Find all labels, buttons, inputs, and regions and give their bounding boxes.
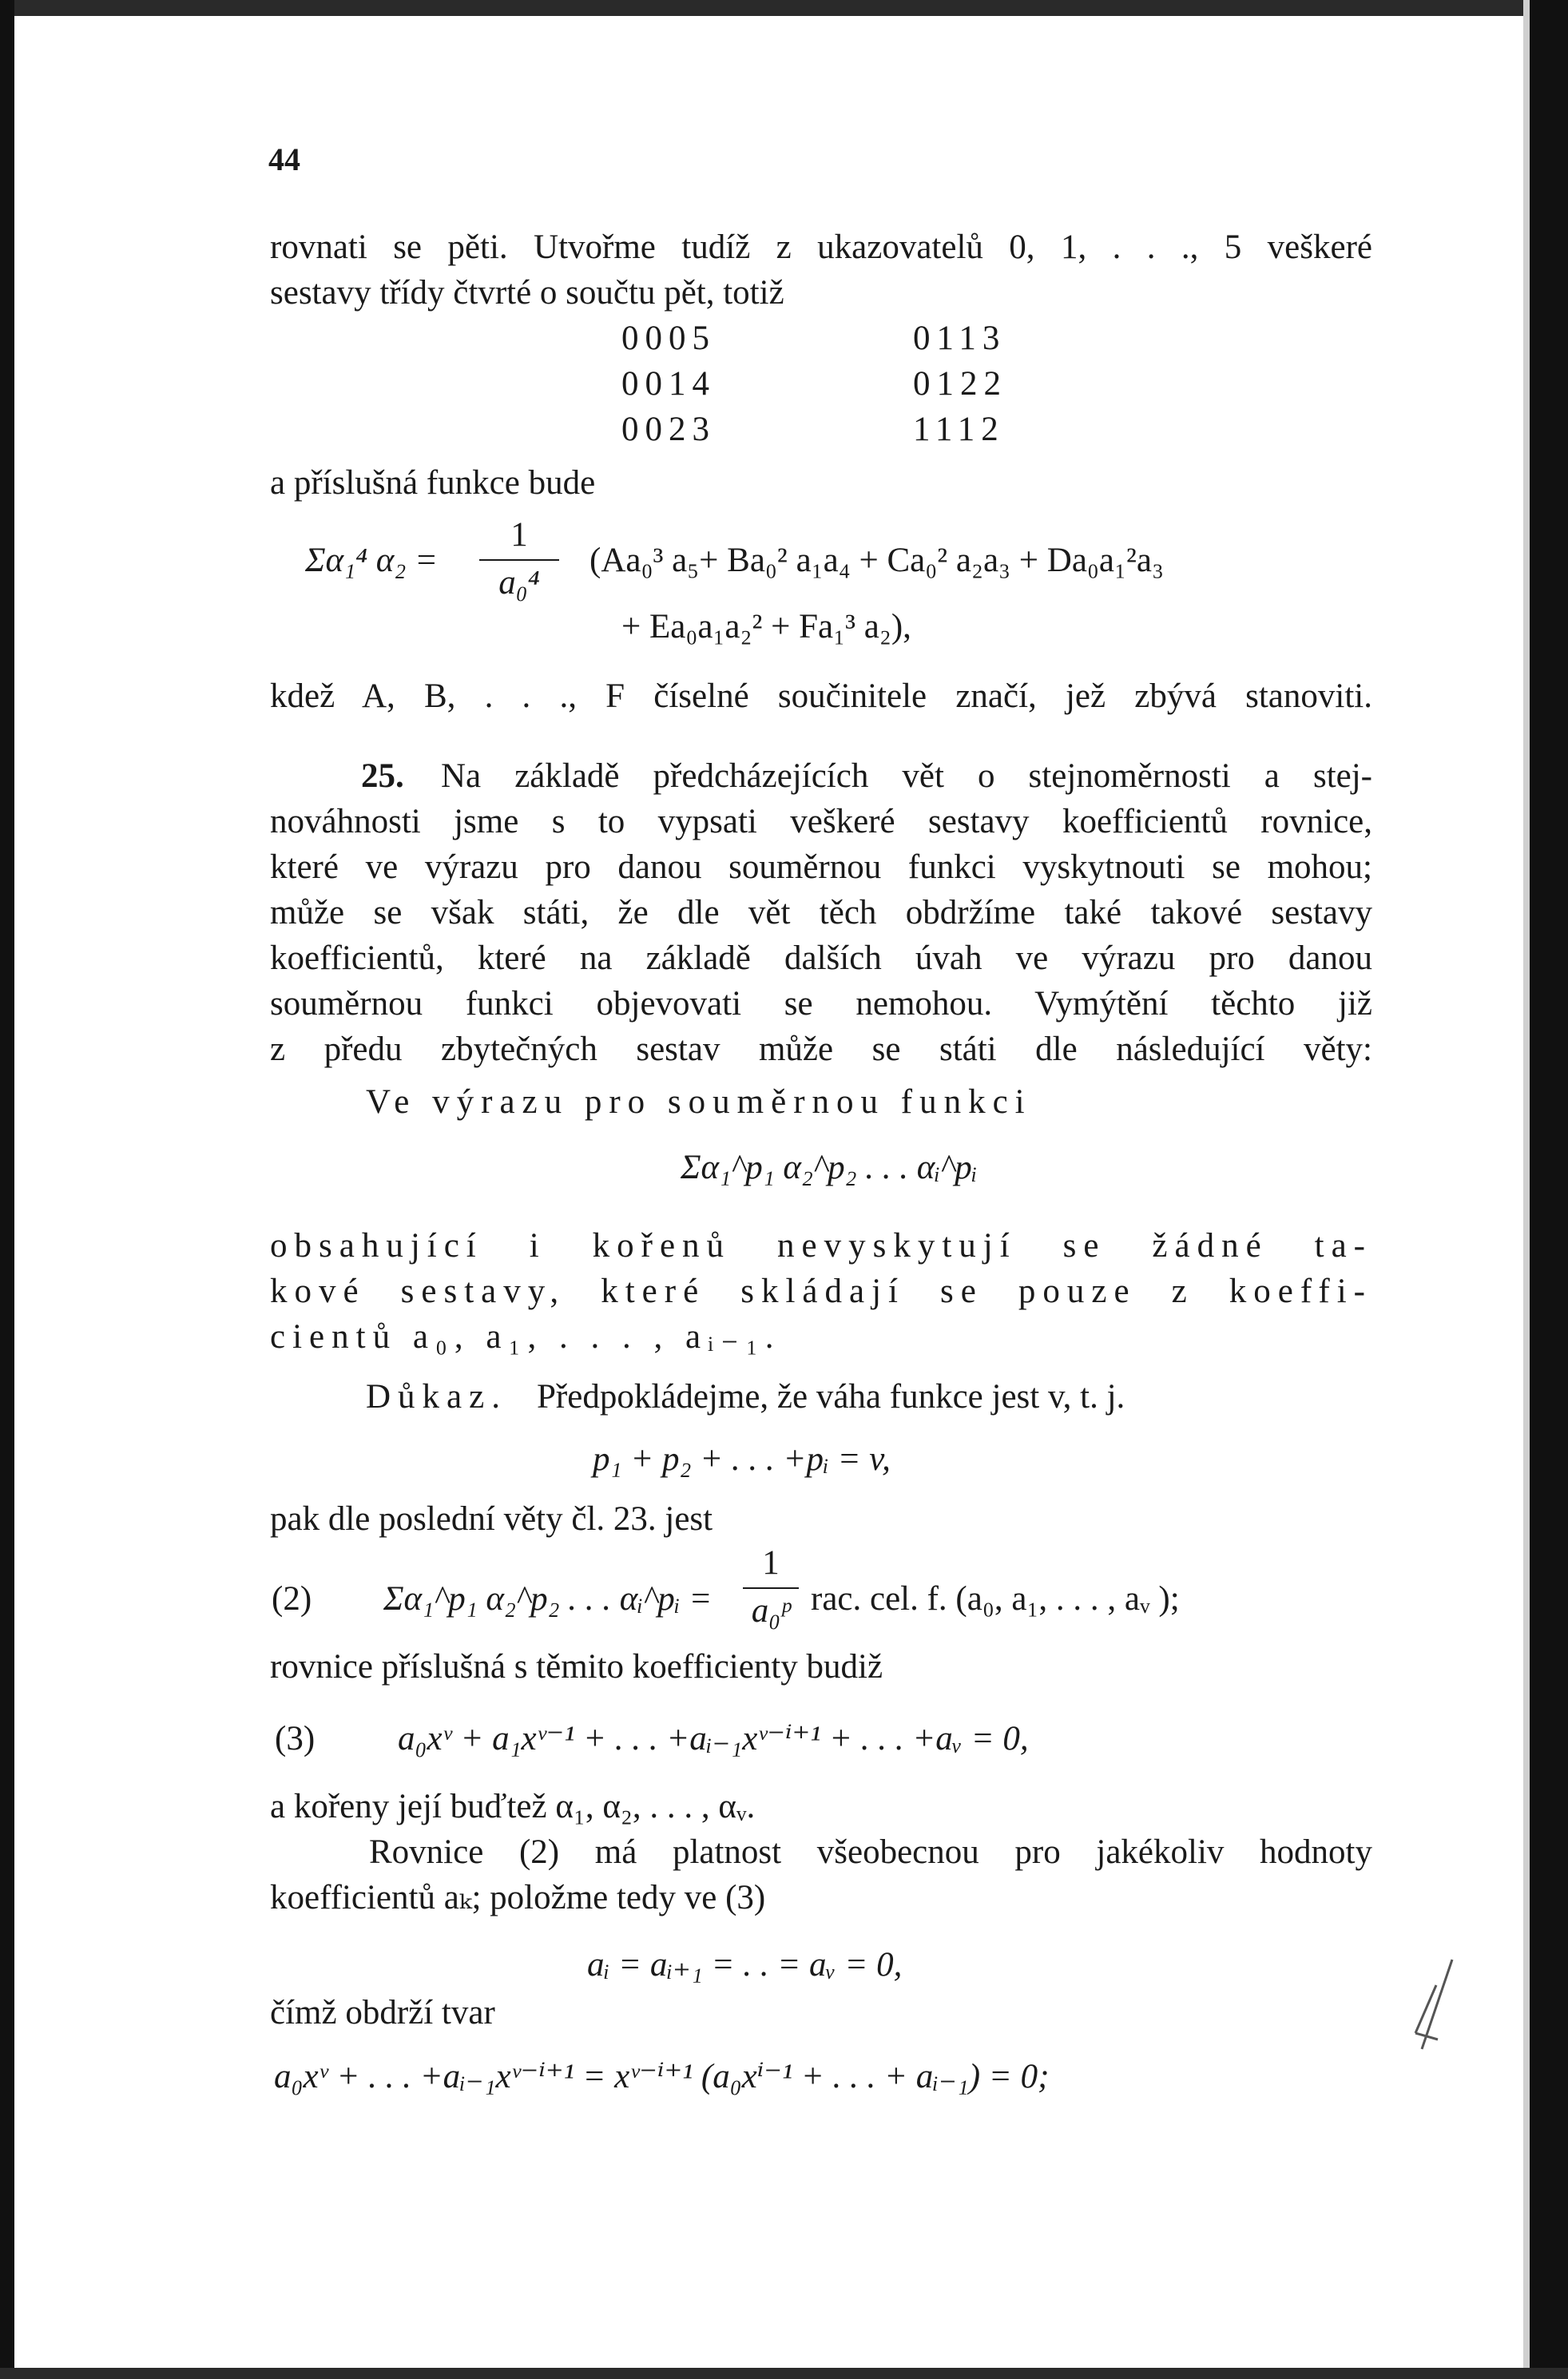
proof-label: Důkaz.	[366, 1378, 507, 1416]
formula1-rhs-line1: (Aa₀³ a₅+ Ba₀² a₁a₄ + Ca₀² a₂a₃ + Da₀a₁²a₃	[589, 542, 1164, 579]
scan-border-top	[0, 0, 1568, 16]
proof-line-after: pak dle poslední věty čl. 23. jest	[270, 1500, 713, 1538]
scan-border-left	[0, 0, 14, 2379]
eq2-frac-den: a₀ᵖ	[751, 1592, 791, 1630]
func-intro: a příslušná funkce bude	[270, 464, 596, 502]
combo-right-3: 1112	[913, 411, 1005, 448]
theorem-line-2: obsahující i kořenů nevyskytují se žádné ta-	[270, 1227, 1372, 1265]
eq3-formula: a₀xᵛ + a₁xᵛ⁻¹ + . . . +aᵢ₋₁xᵛ⁻ⁱ⁺¹ + . . . +aᵥ = 0,	[398, 1720, 1029, 1757]
section-line-3: které ve výrazu pro danou souměrnou funkci vyskytnouti se mohou;	[270, 848, 1372, 886]
theorem-line-3: kové sestavy, které skládají se pouze z koeffi-	[270, 1273, 1372, 1310]
formula1-fraction	[479, 518, 559, 606]
roots-line: a kořeny její buďtež α₁, α₂, . . . , αᵥ.	[270, 1788, 756, 1825]
pencil-mark-icon	[1406, 1953, 1462, 2057]
theorem-line-4: cientů a₀, a₁, . . . , aᵢ₋₁.	[270, 1318, 781, 1356]
section-line-1: Na základě předcházejících vět o stejnoměrnosti a stej-	[441, 757, 1372, 795]
formula1-rhs-line2: + Ea₀a₁a₂² + Fa₁³ a₂),	[621, 608, 911, 645]
fraction-bar	[743, 1587, 799, 1589]
intro-line-1: rovnati se pěti. Utvořme tudíž z ukazovatelů 0, 1, . . ., 5 veškeré	[270, 228, 1372, 266]
theorem-line-1: Ve výrazu pro souměrnou funkci	[366, 1083, 1032, 1121]
scan-border-right	[1530, 0, 1568, 2379]
page-edge-shadow	[1523, 0, 1530, 2379]
obtains-line: čímž obdrží tvar	[270, 1994, 495, 2031]
para2-line-1: Rovnice (2) má platnost všeobecnou pro jakékoliv hodnoty	[369, 1833, 1372, 1871]
section-line-7: z předu zbytečných sestav může se státi dle následující věty:	[270, 1031, 1372, 1068]
section-line-2: nováhnosti jsme s to vypsati veškeré sestavy koefficientů rovnice,	[270, 803, 1372, 840]
formula1-frac-den: a₀⁴	[498, 564, 540, 602]
combo-right-2: 0122	[913, 365, 1007, 403]
weight-formula: p₁ + p₂ + . . . +pᵢ = v,	[593, 1440, 891, 1478]
section-line-4: může se však státi, že dle vět těch obdržíme také takové sestavy	[270, 894, 1372, 931]
eq2-rhs: rac. cel. f. (a₀, a₁, . . . , aᵥ );	[811, 1580, 1180, 1618]
section-line-6: souměrnou funkci objevovati se nemohou. Vymýtění těchto již	[270, 985, 1372, 1023]
section-line-5: koefficientů, které na základě dalších úvah ve výrazu pro danou	[270, 939, 1372, 977]
page-number: 44	[268, 141, 300, 177]
eq2-lhs: Σα₁^p₁ α₂^p₂ . . . αᵢ^pᵢ =	[383, 1580, 713, 1618]
coefficient-line: kdež A, B, . . ., F číselné součinitele značí, jež zbývá stanoviti.	[270, 677, 1372, 715]
eq2-fraction	[743, 1546, 799, 1634]
zero-formula: aᵢ = aᵢ₊₁ = . . = aᵥ = 0,	[587, 1946, 903, 1984]
eq2-label: (2)	[272, 1580, 312, 1618]
fraction-bar	[479, 559, 559, 561]
formula1-lhs: Σα₁⁴ α₂ =	[305, 542, 439, 579]
intro-line-2: sestavy třídy čtvrté o součtu pět, totiž	[270, 274, 784, 312]
formula1-frac-num: 1	[510, 516, 528, 554]
para2-line-2: koefficientů aₖ; položme tedy ve (3)	[270, 1879, 766, 1916]
proof-text: Předpokládejme, že váha funkce jest v, t. j.	[537, 1378, 1125, 1416]
combo-right-1: 0113	[913, 320, 1006, 357]
combo-left-3: 0023	[621, 411, 716, 448]
scan-border-bottom	[0, 2368, 1568, 2379]
combo-left-2: 0014	[621, 365, 716, 403]
theorem-formula: Σα₁^p₁ α₂^p₂ . . . αᵢ^pᵢ	[681, 1149, 978, 1186]
combo-left-1: 0005	[621, 320, 716, 357]
section-number: 25.	[361, 757, 404, 795]
final-formula: a₀xᵛ + . . . +aᵢ₋₁xᵛ⁻ⁱ⁺¹ = xᵛ⁻ⁱ⁺¹ (a₀xⁱ⁻¹ + . . . + aᵢ₋₁) = 0;	[274, 2058, 1050, 2095]
eq3-intro: rovnice příslušná s těmito koefficienty budiž	[270, 1648, 883, 1686]
eq2-frac-num: 1	[762, 1544, 780, 1582]
eq3-label: (3)	[275, 1720, 316, 1757]
